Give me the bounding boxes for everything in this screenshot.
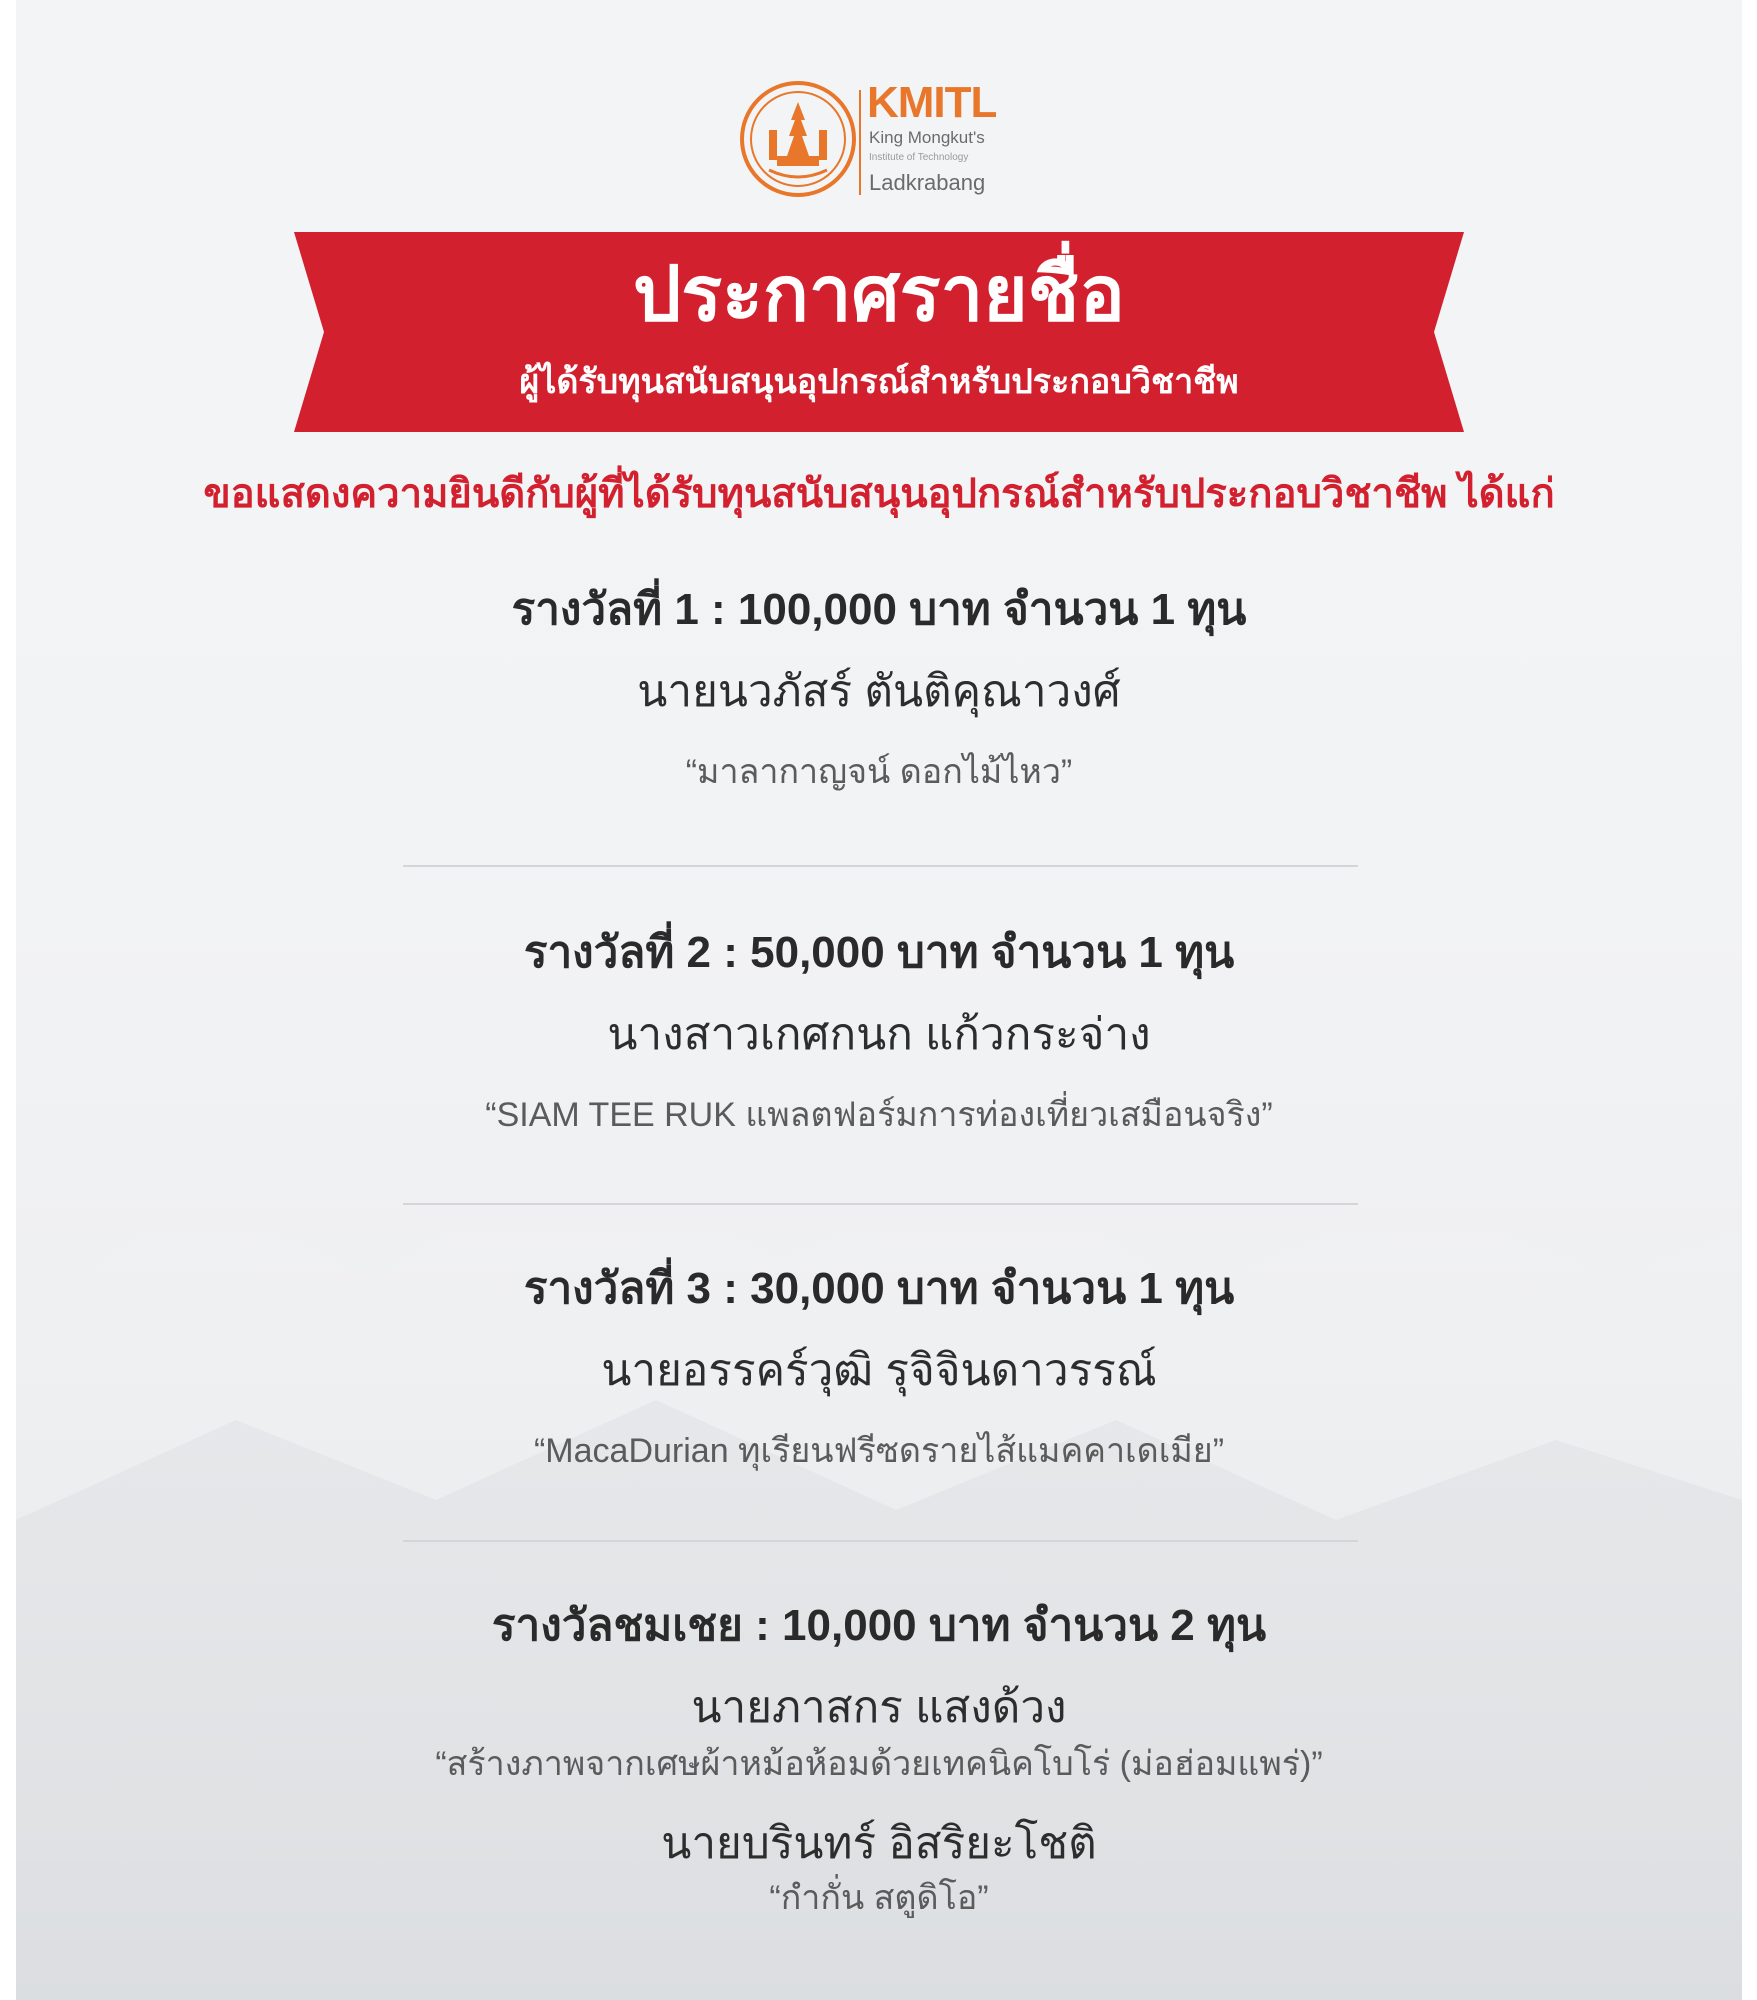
project-title: “กำกั่น สตูดิโอ” bbox=[769, 1879, 989, 1917]
divider bbox=[403, 865, 1358, 867]
logo-brand: KMITL bbox=[867, 78, 997, 127]
recipient-name: นายบรินทร์ อิสริยะโชติ bbox=[661, 1819, 1097, 1868]
kmitl-logo bbox=[16, 70, 1742, 210]
announcement-title: ประกาศรายชื่อ bbox=[632, 252, 1126, 337]
award-honorable-mention bbox=[16, 1598, 1742, 1920]
announcement-sheet bbox=[16, 0, 1742, 2000]
recipient-name: นายนวภัสร์ ตันติคุณาวงศ์ bbox=[637, 667, 1121, 716]
recipient-name: นางสาวเกศกนก แก้วกระจ่าง bbox=[607, 1010, 1151, 1059]
award-heading: รางวัลที่ 1 : 100,000 บาท จำนวน 1 ทุน bbox=[511, 585, 1247, 634]
project-title: “สร้างภาพจากเศษผ้าหม้อห้อมด้วยเทคนิคโบโร่ (ม่อฮ่อมแพร่)” bbox=[435, 1745, 1323, 1783]
project-title: “MacaDurian ทุเรียนฟรีซดรายไส้แมคคาเดเมีย” bbox=[533, 1432, 1225, 1470]
logo-line-3: Ladkrabang bbox=[869, 170, 986, 195]
award-first bbox=[16, 582, 1742, 794]
project-title: “มาลากาญจน์ ดอกไม้ไหว” bbox=[685, 753, 1073, 791]
congratulations-line: ขอแสดงความยินดีกับผู้ที่ได้รับทุนสนับสนุนอุปกรณ์สำหรับประกอบวิชาชีพ ได้แก่ bbox=[203, 472, 1555, 516]
project-title: “SIAM TEE RUK แพลตฟอร์มการท่องเที่ยวเสมือนจริง” bbox=[485, 1096, 1273, 1134]
university-seal-icon bbox=[739, 80, 857, 198]
logo-divider bbox=[859, 90, 861, 195]
award-heading: รางวัลที่ 2 : 50,000 บาท จำนวน 1 ทุน bbox=[523, 928, 1235, 977]
logo-line-1: King Mongkut's bbox=[869, 128, 985, 147]
logo-line-2: Institute of Technology bbox=[869, 152, 969, 163]
award-heading: รางวัลชมเชย : 10,000 บาท จำนวน 2 ทุน bbox=[491, 1601, 1267, 1650]
divider bbox=[403, 1203, 1358, 1205]
award-heading: รางวัลที่ 3 : 30,000 บาท จำนวน 1 ทุน bbox=[523, 1264, 1235, 1313]
award-second bbox=[16, 925, 1742, 1137]
award-third bbox=[16, 1261, 1742, 1473]
announcement-subtitle: ผู้ได้รับทุนสนับสนุนอุปกรณ์สำหรับประกอบวิชาชีพ bbox=[519, 363, 1239, 401]
recipient-name: นายอรรคร์วุฒิ รุจิจินดาวรรณ์ bbox=[601, 1346, 1157, 1395]
divider bbox=[403, 1540, 1358, 1542]
recipient-name: นายภาสกร แสงด้วง bbox=[691, 1683, 1067, 1732]
